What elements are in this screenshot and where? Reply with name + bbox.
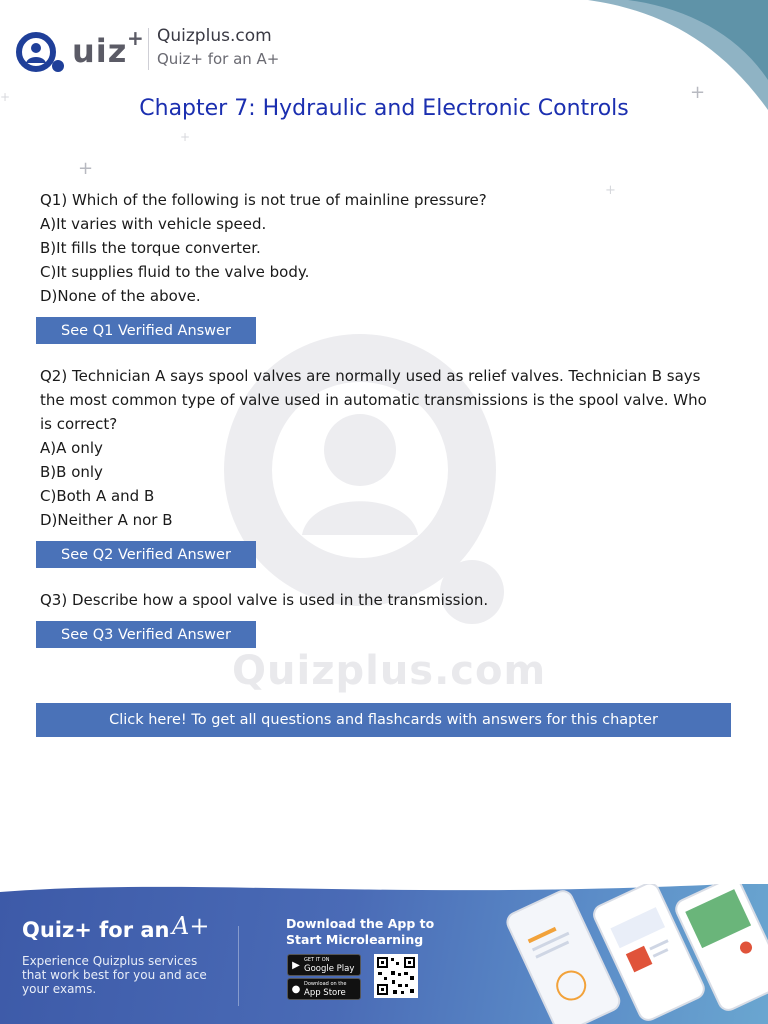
question-2 (40, 364, 730, 532)
answer-option: C)It supplies fluid to the valve body. (40, 263, 310, 281)
page-title: Chapter 7: Hydraulic and Electronic Controls (139, 96, 629, 121)
footer-aplus: A+ (172, 912, 210, 940)
plus-decoration-icon: + (180, 130, 191, 144)
answer-option: D)None of the above. (40, 287, 201, 305)
app-promo-banner (0, 884, 768, 1024)
logo-text: uiz (72, 32, 128, 70)
logo-q-icon (14, 30, 70, 78)
get-all-questions-button[interactable]: Click here! To get all questions and flashcards with answers for this chapter (36, 703, 731, 737)
site-name: Quizplus.com (157, 26, 272, 46)
header-divider (148, 28, 149, 70)
question-3 (40, 588, 730, 612)
plus-decoration-icon: + (605, 183, 616, 198)
site-tagline: Quiz+ for an A+ (157, 50, 280, 68)
plus-decoration-icon: + (690, 82, 706, 103)
see-q1-answer-button[interactable]: See Q1 Verified Answer (36, 317, 256, 344)
question-text: Q1) Which of the following is not true of mainline pressure? (40, 191, 487, 209)
download-prompt: Download the App to Start Microlearning (286, 916, 435, 947)
question-text: Q2) Technician A says spool valves are normally used as relief valves. Technician B says (40, 367, 701, 385)
apple-icon: ● (291, 983, 301, 995)
answer-option: B)It fills the torque converter. (40, 239, 261, 257)
app-store-small: Download on the (304, 981, 347, 987)
answer-option: C)Both A and B (40, 487, 155, 505)
logo-plus: + (127, 26, 144, 50)
app-store-label: App Store (304, 988, 346, 998)
answer-option: A)It varies with vehicle speed. (40, 215, 267, 233)
question-1 (40, 188, 730, 308)
answer-option: B)B only (40, 463, 103, 481)
footer-divider (238, 926, 239, 1006)
plus-decoration-icon: + (78, 158, 94, 179)
footer-slogan: Quiz+ for an (22, 918, 170, 942)
footer-description: Experience Quizplus services that work best for you and ace your exams. (22, 954, 207, 996)
google-play-label: Google Play (304, 964, 355, 974)
question-text: the most common type of valve used in automatic transmissions is the spool valve. Who (40, 391, 707, 409)
google-play-button[interactable] (287, 954, 361, 976)
quizplus-logo[interactable] (14, 26, 144, 78)
question-text: Q3) Describe how a spool valve is used in the transmission. (40, 591, 489, 609)
plus-decoration-icon: + (0, 90, 11, 104)
answer-option: D)Neither A nor B (40, 511, 173, 529)
app-store-button[interactable] (287, 978, 361, 1000)
watermark-text: Quizplus.com (232, 648, 547, 694)
see-q3-answer-button[interactable]: See Q3 Verified Answer (36, 621, 256, 648)
question-text: is correct? (40, 415, 118, 433)
google-play-small: GET IT ON (304, 957, 330, 963)
answer-option: A)A only (40, 439, 103, 457)
qr-code-icon[interactable] (374, 954, 418, 998)
see-q2-answer-button[interactable]: See Q2 Verified Answer (36, 541, 256, 568)
play-store-icon: ▶ (292, 959, 300, 971)
app-phones-illustration (500, 884, 768, 1024)
